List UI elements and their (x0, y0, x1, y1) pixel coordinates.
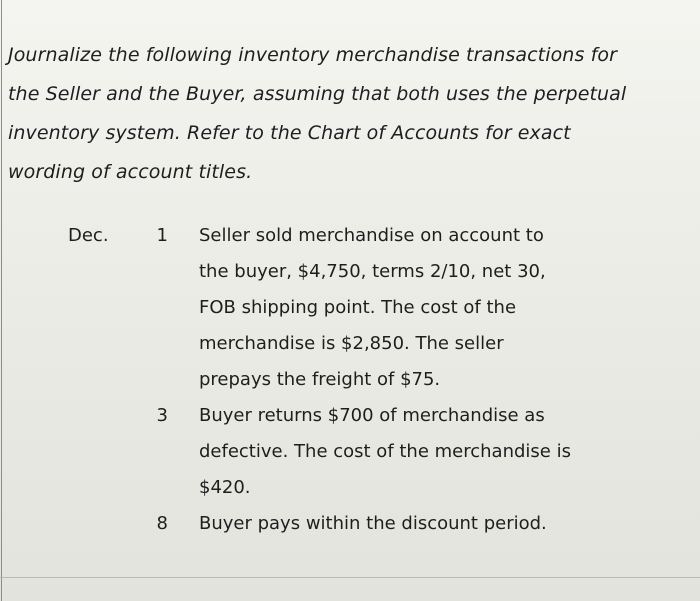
instructions-paragraph (8, 36, 688, 192)
transaction-line: Buyer returns $700 of merchandise as (199, 405, 545, 426)
instructions-line: wording of account titles. (8, 161, 253, 183)
left-border (1, 0, 2, 601)
transaction-line: defective. The cost of the merchandise is (199, 441, 571, 462)
transaction-day: 3 (156, 405, 168, 426)
transaction-line: FOB shipping point. The cost of the (199, 297, 517, 318)
transaction-line: the buyer, $4,750, terms 2/10, net 30, (199, 261, 546, 282)
instructions-line: the Seller and the Buyer, assuming that both uses the perpetual (8, 83, 627, 105)
bottom-border (0, 577, 700, 578)
transaction-day: 1 (156, 225, 168, 246)
transaction-description (199, 398, 679, 506)
transaction-line: Buyer pays within the discount period. (199, 513, 547, 534)
instructions-line: inventory system. Refer to the Chart of Accounts for exact (8, 122, 571, 144)
transaction-line: prepays the freight of $75. (199, 369, 441, 390)
transaction-line: $420. (199, 477, 251, 498)
transaction-description (199, 506, 679, 542)
transaction-month: Dec. (68, 225, 109, 246)
transaction-line: merchandise is $2,850. The seller (199, 333, 504, 354)
transaction-day: 8 (156, 513, 168, 534)
instructions-line: Journalize the following inventory merchandise transactions for (8, 44, 618, 66)
transaction-description (199, 218, 679, 398)
transaction-line: Seller sold merchandise on account to (199, 225, 544, 246)
